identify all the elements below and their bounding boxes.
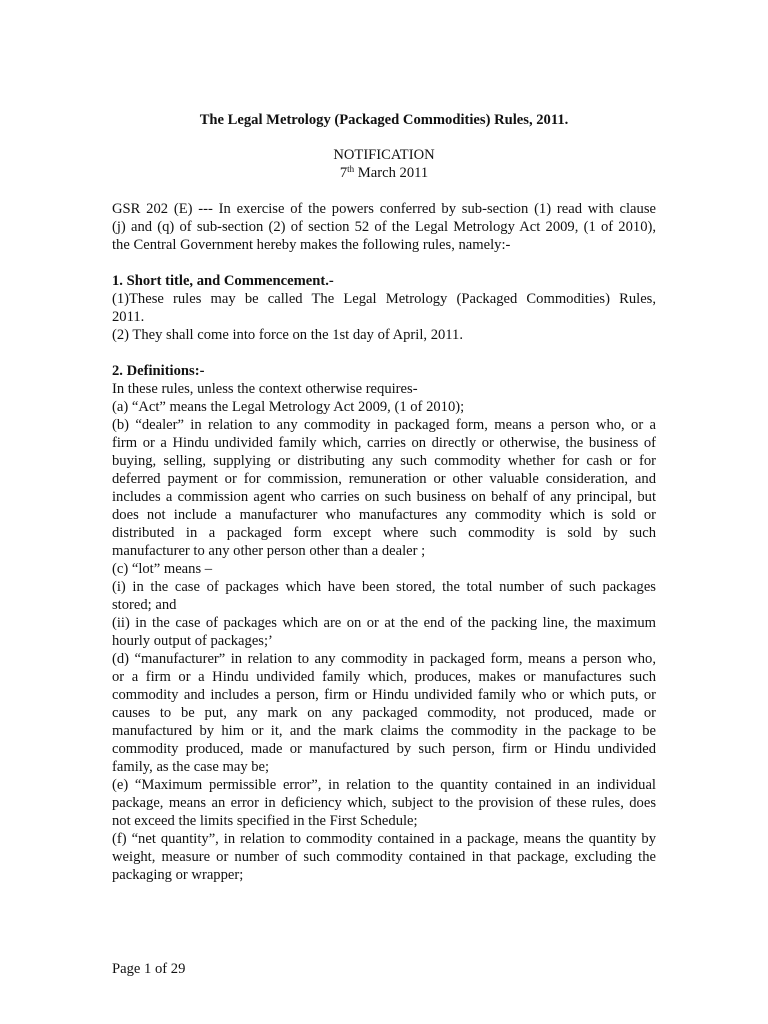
paragraph	[112, 578, 656, 614]
paragraph	[112, 560, 656, 578]
text-line: stored; and	[112, 597, 177, 613]
section-heading	[112, 272, 656, 290]
text-line: manufacturer to any other person other than a dealer ;	[112, 543, 426, 559]
text-line: (j) and (q) of sub-section (2) of section 52 of the Legal Metrology Act 2009, (1 of 2010),	[112, 219, 656, 235]
text-line: (d) “manufacturer” in relation to any commodity in packaged form, means a person who,	[112, 651, 656, 667]
text-line: package, means an error in deficiency which, subject to the provision of these rules, does	[112, 795, 656, 811]
paragraph	[112, 416, 656, 560]
paragraph	[112, 398, 656, 416]
text-line: the Central Government hereby makes the following rules, namely:-	[112, 237, 511, 253]
text-line: includes a commission agent who carries on such business on behalf of any principal, but	[112, 489, 656, 505]
text-line: does not include a manufacturer who manufactures any commodity which is sold or	[112, 507, 656, 523]
text-line: (a) “Act” means the Legal Metrology Act 2009, (1 of 2010);	[112, 399, 465, 415]
paragraph	[112, 650, 656, 776]
text-line: commodity and includes a person, firm or Hindu undivided family who or which puts, or	[112, 687, 656, 703]
paragraph	[112, 326, 656, 344]
paragraph-spacer	[112, 254, 656, 272]
date-suffix: th	[347, 164, 355, 174]
paragraph	[112, 830, 656, 884]
notification-date	[0, 164, 768, 182]
text-line: (c) “lot” means –	[112, 561, 213, 577]
section-heading	[112, 362, 656, 380]
text-line: In these rules, unless the context otherwise requires-	[112, 381, 418, 397]
text-line: 1. Short title, and Commencement.-	[112, 273, 334, 289]
paragraph	[112, 290, 656, 326]
text-line: or a firm or a Hindu undivided family which, produces, makes or manufactures such	[112, 669, 656, 685]
notification-label: NOTIFICATION	[333, 147, 435, 163]
paragraph	[112, 776, 656, 830]
text-line: (f) “net quantity”, in relation to commodity contained in a package, means the quantity by	[112, 831, 656, 847]
text-line: family, as the case may be;	[112, 759, 270, 775]
date-rest: March 2011	[354, 165, 429, 181]
text-line: hourly output of packages;’	[112, 633, 273, 649]
text-line: causes to be put, any mark on any packaged commodity, not produced, made or	[112, 705, 656, 721]
text-line: (e) “Maximum permissible error”, in relation to the quantity contained in an individual	[112, 777, 656, 793]
paragraph	[112, 380, 656, 398]
page-number: Page 1 of 29	[112, 961, 186, 977]
text-line: GSR 202 (E) --- In exercise of the powers conferred by sub-section (1) read with clause	[112, 201, 656, 217]
text-line: buying, selling, supplying or distributing any such commodity whether for cash or for	[112, 453, 656, 469]
text-line: (ii) in the case of packages which are on or at the end of the packing line, the maximum	[112, 615, 656, 631]
text-line: packaging or wrapper;	[112, 867, 244, 883]
text-line: (1)These rules may be called The Legal Metrology (Packaged Commodities) Rules,	[112, 291, 656, 307]
text-line: (b) “dealer” in relation to any commodity in packaged form, means a person who, or a	[112, 417, 656, 433]
document-title: The Legal Metrology (Packaged Commodities) Rules, 2011.	[199, 112, 569, 128]
text-line: (2) They shall come into force on the 1st day of April, 2011.	[112, 327, 463, 343]
notification-block	[0, 146, 768, 182]
date-day: 7	[339, 165, 348, 181]
text-line: 2011.	[112, 309, 145, 325]
text-line: 2. Definitions:-	[112, 363, 205, 379]
text-line: manufactured by him or it, and the mark claims the commodity in the package to be	[112, 723, 656, 739]
paragraph	[112, 200, 656, 254]
text-line: (i) in the case of packages which have been stored, the total number of such packages	[112, 579, 656, 595]
text-line: firm or a Hindu undivided family which, carries on directly or otherwise, the business of	[112, 435, 656, 451]
text-line: commodity produced, made or manufactured by such person, firm or Hindu undivided	[112, 741, 656, 757]
text-line: distributed in a packaged form except where such commodity is sold by such	[112, 525, 656, 541]
text-line: not exceed the limits specified in the First Schedule;	[112, 813, 418, 829]
text-line: weight, measure or number of such commodity contained in that package, excluding the	[112, 849, 656, 865]
document-body	[112, 200, 656, 884]
paragraph	[112, 614, 656, 650]
text-line: deferred payment or for commission, remuneration or other valuable consideration, and	[112, 471, 656, 487]
paragraph-spacer	[112, 344, 656, 362]
